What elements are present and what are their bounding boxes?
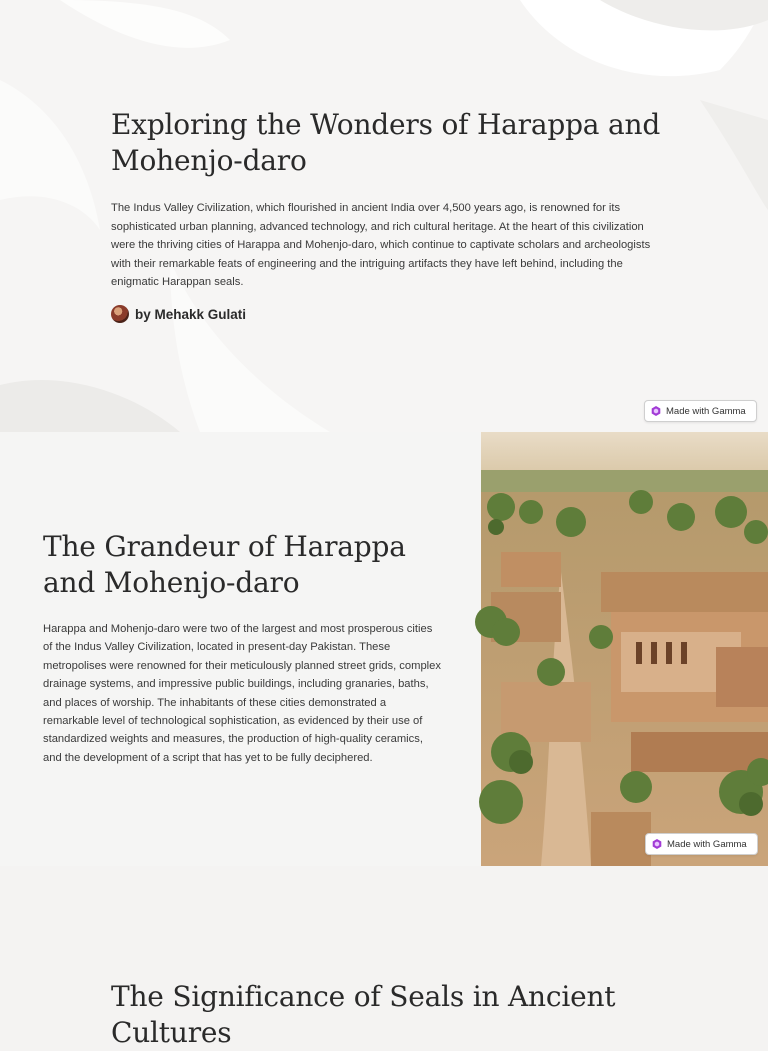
intro-slide: [0, 0, 768, 432]
section-title-seals: The Significance of Seals in Ancient Cultures: [111, 980, 616, 1049]
author-avatar: [111, 305, 129, 323]
gamma-badge-label: Made with Gamma: [666, 405, 746, 417]
grandeur-slide: [0, 432, 768, 866]
grandeur-paragraph: Harappa and Mohenjo-daro were two of the largest and most prosperous cities of the Indus Valley Civilization, located in present-day Pakistan. These metropolises were renowned for their meticulously planned street grids, complex drainage systems, and impressive public buildings, including granaries, baths, and places of worship. The inhabitants of these cities demonstrated a remarkable level of technological sophistication, as evidenced by their use of standardized weights and measures, the production of high-quality ceramics, and the development of a script that has yet to be fully deciphered.: [43, 623, 441, 764]
author-byline[interactable]: [111, 304, 246, 324]
made-with-gamma-badge[interactable]: [645, 833, 758, 855]
gamma-logo-icon: [652, 839, 662, 849]
page-title: Exploring the Wonders of Harappa and Mohenjo-daro: [111, 108, 661, 177]
author-name: by Mehakk Gulati: [135, 306, 247, 322]
gamma-logo-icon: [651, 406, 661, 416]
made-with-gamma-badge[interactable]: [644, 400, 757, 422]
ancient-city-aerial-image: [481, 432, 768, 866]
ancient-city-illustration: [481, 432, 768, 866]
intro-paragraph: The Indus Valley Civilization, which flourished in ancient India over 4,500 years ago, is renowned for its sophisticated urban planning, advanced technology, and rich cultural heritage. At the heart of this civilization were the thriving cities of Harappa and Mohenjo-daro, which continue to captivate scholars and archeologists with their remarkable feats of engineering and the intriguing artifacts they have left behind, including the enigmatic Harappan seals.: [111, 202, 651, 288]
gamma-badge-label: Made with Gamma: [667, 838, 747, 850]
section-title-grandeur: The Grandeur of Harappa and Mohenjo-daro: [43, 530, 406, 599]
seals-slide: [0, 866, 768, 1049]
